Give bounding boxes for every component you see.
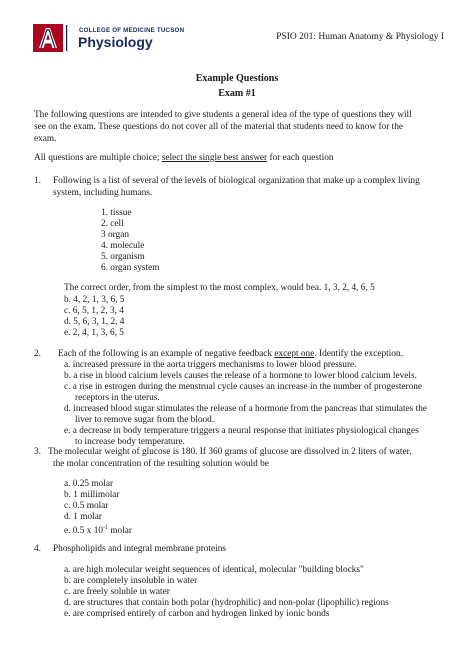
exam-number: Exam #1 [218,88,256,99]
answer-option: a. are high molecular weight sequences of identical, molecular "building blocks" [64,565,364,575]
answer-option: e. a decrease in body temperature triggers a neural response that initiates physiological changes [64,426,419,436]
answer-option: a. increased pressure in the aorta triggers mechanisms to lower blood pressure. [64,360,357,370]
answer-option: b. are completely insoluble in water [64,576,198,586]
college-name: COLLEGE OF MEDICINE TUCSON [79,27,185,34]
question-text: the molar concentration of the resulting solution would be [53,459,269,469]
question-text: The molecular weight of glucose is 180. If 360 grams of glucose are dissolved in 2 liters of water, [48,447,412,457]
answer-option-continued: liver to remove sugar from the blood. [75,415,215,425]
answer-option: c. are freely soluble in water [64,587,170,597]
answer-option: e. are comprised entirely of carbon and hydrogen linked by ionic bonds [64,609,330,619]
question-number: 3. [34,447,41,457]
instruction-line: All questions are multiple choice; select the single best answer for each question [34,153,334,163]
question-text: system, including humans. [53,188,153,198]
question-text: Each of the following is an example of negative feedback except one. Identify the exception. [58,349,403,359]
list-item: 2. cell [101,219,124,229]
department-name: Physiology [78,34,153,50]
answer-option-continued: receptors in the uterus. [75,393,160,403]
answer-option: e. 0.5 x $10^{-1}$ molar [64,525,133,537]
answer-option: b. 4, 2, 1, 3, 6, 5 [64,295,125,305]
list-item: 1. tissue [101,208,132,218]
intro-line: The following questions are intended to give students a general idea of the type of questions they will [34,110,412,120]
answer-option: e. 2, 4, 1, 3, 6, 5 [64,328,124,338]
question-text: Following is a list of several of the levels of biological organization that make up a complex living [53,176,420,186]
document-title: Example Questions [195,73,279,84]
list-item: 5. organism [101,252,145,262]
answer-option: b. a rise in blood calcium levels causes the release of a hormone to lower blood calcium levels. [64,371,417,381]
list-item: 3 organ [101,230,129,240]
question-number: 2. [34,349,41,359]
list-item: 6. organ system [101,263,160,273]
intro-line: see on the exam. These questions do not cover all of the material that students need to know for the [34,122,404,132]
underlined-instruction: select the single best answer [161,153,268,163]
answer-option: d. are structures that contain both polar (hydrophilic) and non-polar (lipophilic) regions [64,598,389,608]
answer-option: d. increased blood sugar stimulates the release of a hormone from the pancreas that stimulates the [64,404,427,414]
question-number: 4. [34,544,41,554]
answer-option: d. 1 molar [64,512,102,522]
answer-option: c. 0.5 molar [64,501,109,511]
answer-option: c. 6, 5, 1, 2, 3, 4 [64,306,124,316]
answer-option: a. 0.25 molar [64,479,114,489]
underlined-exception: except one [274,349,315,359]
university-logo [33,24,185,52]
question-text: Phospholipids and integral membrane proteins [53,544,226,554]
answer-option-continued: to increase body temperature. [75,437,185,447]
answer-option: d. 5, 6, 3, 1, 2, 4 [64,317,125,327]
answer-option: b. 1 millimolar [64,490,120,500]
arizona-a-logo-icon [33,24,75,52]
question-prompt: The correct order, from the simplest to the most complex, would bea. 1, 3, 2, 4, 6, 5 [64,283,375,293]
question-number: 1. [34,176,41,186]
answer-option: c. a rise in estrogen during the menstrual cycle causes an increase in the number of progesterone [64,382,423,392]
intro-line: exam. [34,134,57,144]
course-title: PSIO 201: Human Anatomy & Physiology I [276,32,444,42]
list-item: 4. molecule [101,241,145,251]
